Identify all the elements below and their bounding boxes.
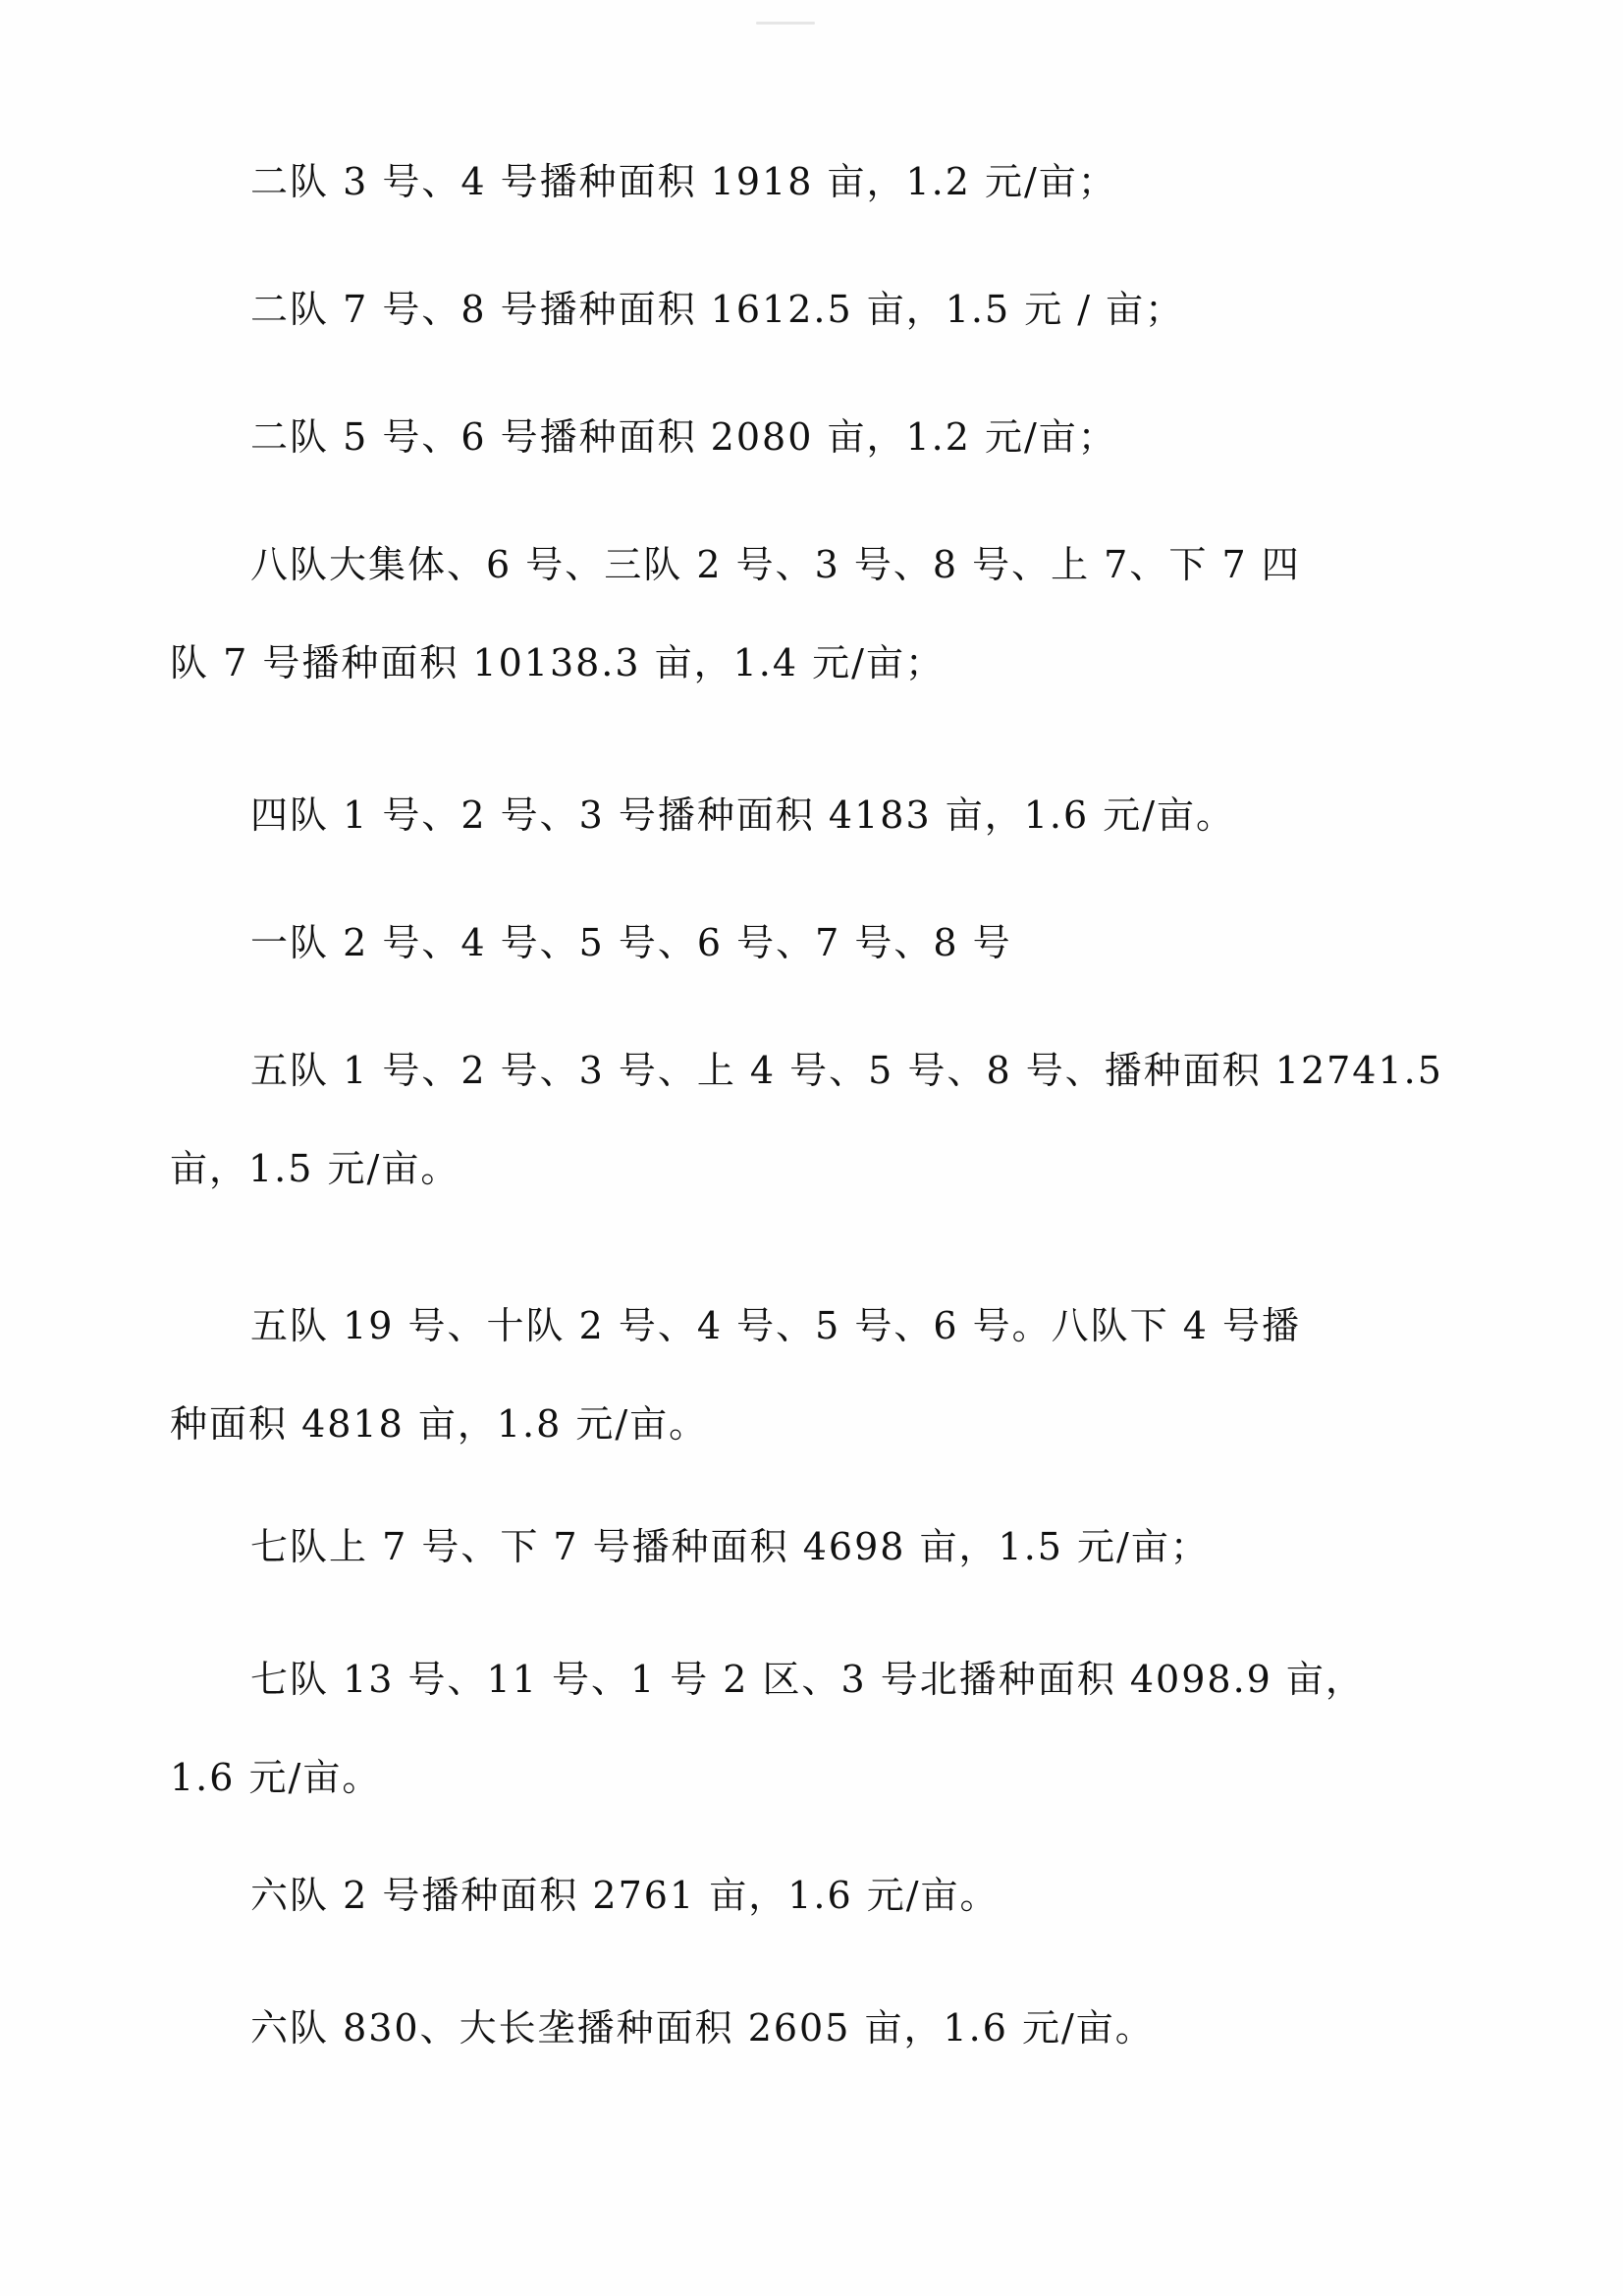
paragraph-1 (250, 133, 1389, 231)
paragraph-line: 二队 5 号、6 号播种面积 2080 亩，1.2 元/亩； (250, 415, 1117, 459)
paragraph-line: 一队 2 号、4 号、5 号、6 号、7 号、8 号 (250, 921, 1012, 964)
paragraph-line: 四队 1 号、2 号、3 号播种面积 4183 亩，1.6 元/亩。 (250, 793, 1236, 837)
paragraph-line: 六队 830、大长垄播种面积 2605 亩，1.6 元/亩。 (250, 2006, 1155, 2050)
paragraph-7 (170, 1021, 1443, 1218)
paragraph-line: 五队 1 号、2 号、3 号、上 4 号、5 号、8 号、播种面积 12741.5 (250, 1049, 1443, 1092)
paragraph-line-continued: 种面积 4818 亩，1.8 元/亩。 (170, 1402, 709, 1446)
paragraph-line: 七队上 7 号、下 7 号播种面积 4698 亩，1.5 元/亩； (250, 1525, 1210, 1568)
scan-artifact (756, 22, 815, 25)
paragraph-line: 二队 3 号、4 号播种面积 1918 亩，1.2 元/亩； (250, 160, 1117, 203)
paragraph-10 (170, 1630, 1389, 1827)
paragraph-4 (170, 516, 1389, 712)
paragraph-line-continued: 亩，1.5 元/亩。 (170, 1147, 460, 1190)
paragraph-3 (250, 388, 1389, 486)
paragraph-line: 二队 7 号、8 号播种面积 1612.5 亩，1.5 元 / 亩； (250, 288, 1185, 331)
paragraph-line-continued: 1.6 元/亩。 (170, 1756, 382, 1799)
paragraph-12 (250, 1979, 1389, 2077)
paragraph-line: 六队 2 号播种面积 2761 亩，1.6 元/亩。 (250, 1874, 1000, 1917)
paragraph-line-continued: 队 7 号播种面积 10138.3 亩，1.4 元/亩； (170, 641, 945, 684)
paragraph-8 (170, 1277, 1389, 1473)
paragraph-6 (250, 894, 1389, 992)
paragraph-line: 七队 13 号、11 号、1 号 2 区、3 号北播种面积 4098.9 亩， (250, 1658, 1365, 1701)
paragraph-5 (250, 766, 1389, 864)
paragraph-11 (250, 1846, 1389, 1944)
paragraph-2 (250, 260, 1389, 358)
paragraph-line: 五队 19 号、十队 2 号、4 号、5 号、6 号。八队下 4 号播 (250, 1304, 1301, 1347)
paragraph-9 (250, 1498, 1389, 1596)
paragraph-line: 八队大集体、6 号、三队 2 号、3 号、8 号、上 7、下 7 四 (250, 543, 1301, 586)
